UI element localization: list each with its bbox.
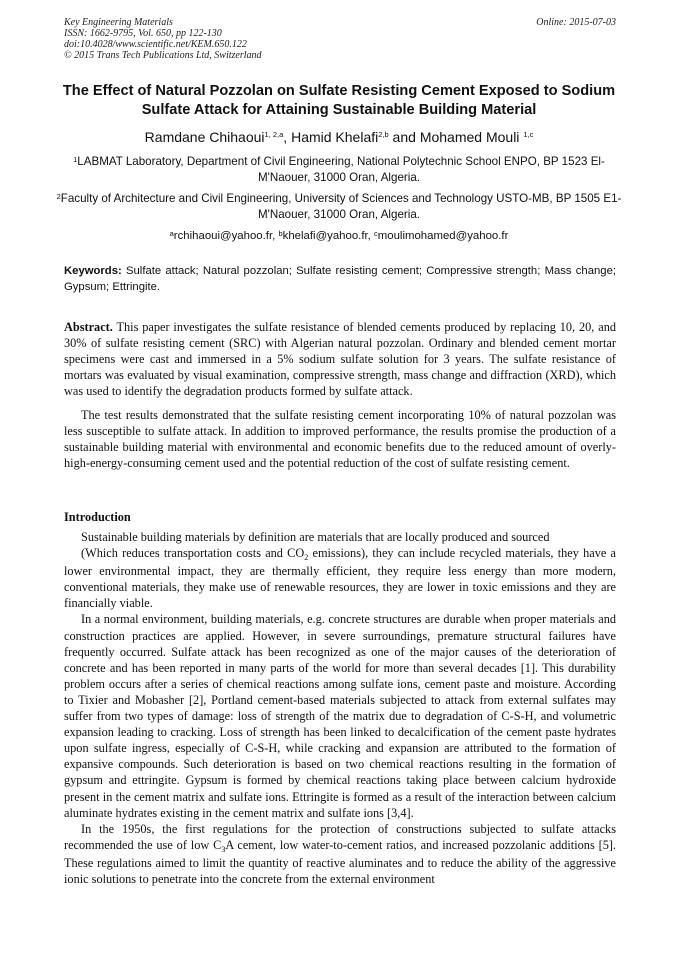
keywords-text: Sulfate attack; Natural pozzolan; Sulfate resisting cement; Compressive strength; Mass change; Gypsum; Ettringite.: [64, 265, 616, 293]
author-affil-mark: 1,c: [523, 130, 534, 139]
abstract-label: Abstract.: [64, 320, 113, 334]
email-mark: c: [374, 229, 378, 238]
author-affil-mark: 2,b: [378, 130, 389, 139]
author-name: Mohamed Mouli: [419, 129, 520, 145]
intro-text: In the 1950s, the first regulations for the protection of constructions subjected to sulfate attacks recommended the use of low C: [64, 821, 616, 852]
abstract-paragraph: The test results demonstrated that the sulfate resisting cement incorporating 10% of natural pozzolan was less susceptible to sulfate attack. In addition to improved performance, the results promise the production of a sustainable building material with environmental and economic benefits due to the reduced amount of overly-high-energy-consuming cement used and the potential reduction of the cost of sulfate resisting cement.: [64, 408, 616, 471]
author-separator: ,: [283, 129, 292, 145]
intro-paragraph: [64, 545, 616, 611]
subscript: 2: [304, 553, 309, 563]
email-link[interactable]: moulimohamed@yahoo.fr: [377, 230, 509, 242]
email-separator: ,: [367, 230, 375, 242]
intro-paragraph: In a normal environment, building materials, e.g. concrete structures are durable when proper materials and construction practices are applied. However, in severe surroundings, premature structural failures have frequently occurred. Sulfate attack has been recognized as one of the major causes of the deterioration of concrete and has been reported in many parts of the world for more than several decades [1]. This durability problem occurs after a series of chemical reactions among sulfate ions, cement paste and moisture. According to Tixier and Mobasher [2], Portland cement-based materials subjected to attack from external sulfates may suffer from two types of damage: loss of strength of the matrix due to degradation of C-S-H, and volumetric expansion leading to cracking. Loss of strength has been linked to decalcification of the cement paste hydrates upon sulfate ingress, especially of C-S-H, while cracking and expansion are attributed to the formation of expansive compounds. Such deterioration is based on two chemical reactions resulting in the formation of gypsum and ettringite. Gypsum is formed by chemical reactions taking place between calcium hydroxide present in the cement matrix and sulfate ions. Ettringite is formed as a result of the interaction between calcium aluminate hydrates existing in the cement matrix and sulfate ions [3,4].: [64, 612, 616, 820]
author-separator: and: [388, 129, 420, 145]
author-name: Ramdane Chihaoui: [144, 129, 265, 145]
intro-text: emissions), they can include recycled materials, they have a lower environmental impact, they are thermally efficient, they require less energy than more modern, conventional materials, they make use of renewable resources, they are lower in toxic emissions and they are financially viable.: [64, 546, 616, 611]
affiliation: [50, 191, 628, 223]
email-link[interactable]: rchihaoui@yahoo.fr: [173, 230, 273, 242]
author-name: Hamid Khelafi: [291, 129, 379, 145]
copyright: © 2015 Trans Tech Publications Ltd, Switzerland: [64, 50, 262, 61]
introduction-body: [64, 529, 616, 887]
authors: [40, 128, 638, 146]
online-date: Online: 2015-07-03: [536, 17, 616, 28]
issn: ISSN: 1662-9795, Vol. 650, pp 122-130: [64, 28, 222, 39]
affil-mark: 2: [56, 192, 61, 201]
affil-mark: 1: [73, 155, 78, 164]
email-mark: b: [278, 229, 283, 238]
email-link[interactable]: khelafi@yahoo.fr: [282, 230, 368, 242]
paper-title: The Effect of Natural Pozzolan on Sulfate Resisting Cement Exposed to Sodium Sulfate Attack for Attaining Sustainable Building Material: [62, 83, 616, 118]
abstract-paragraph: [64, 319, 616, 399]
keywords: [64, 263, 616, 295]
subscript: 3: [221, 844, 226, 854]
author-affil-mark: 1, 2,a: [264, 130, 284, 139]
journal-name: Key Engineering Materials: [64, 17, 173, 28]
affil-text: Faculty of Architecture and Civil Engineering, University of Sciences and Technology USTO-MB, BP 1505 E1-M'Naouer, 31000 Oran, Algeria.: [60, 192, 622, 221]
affil-text: LABMAT Laboratory, Department of Civil Engineering, National Polytechnic School ENPO, BP 1523 El-M'Naouer, 31000 Oran, Algeria.: [77, 155, 605, 184]
intro-text: (Which reduces transportation costs and CO: [81, 546, 305, 561]
intro-text: A cement, low water-to-cement ratios, and increased pozzolanic additions [5]. These regulations aimed to limit the quantity of reactive aluminates and to reduce the ability of the aggressive ionic solutions to penetrate into the concrete from the external environment: [64, 837, 617, 886]
journal-header: [64, 17, 616, 61]
keywords-label: Keywords:: [64, 265, 122, 277]
doi: doi:10.4028/www.scientific.net/KEM.650.122: [64, 39, 247, 50]
intro-paragraph: [64, 821, 616, 887]
email-mark: a: [169, 229, 174, 238]
section-heading: Introduction: [64, 510, 131, 524]
abstract-text: This paper investigates the sulfate resistance of blended cements produced by replacing 10, 20, and 30% of sulfate resisting cement (SRC) with Algerian natural pozzolan. Ordinary and blended cement mortar specimens were cast and immersed in a 5% sodium sulfate solution for 3 years. The sulfate resistance of mortars was evaluated by visual examination, compressive strength, mass change and diffraction (XRD), which was used to identify the degradation products formed by sulfate attack.: [64, 320, 616, 399]
email-separator: ,: [272, 230, 279, 242]
author-emails: [50, 228, 628, 244]
affiliation: [50, 154, 628, 186]
intro-line: Sustainable building materials by definition are materials that are locally produced and sourced: [81, 530, 550, 544]
